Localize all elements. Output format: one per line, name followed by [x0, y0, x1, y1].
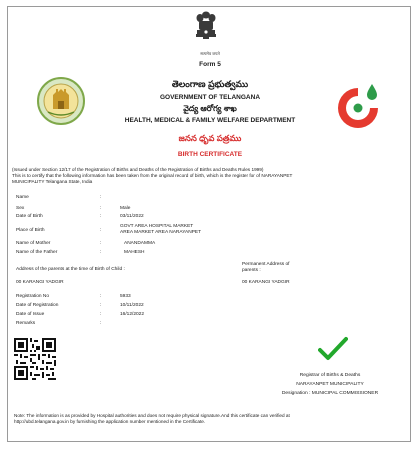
permanent-address-label: Permanent Address of	[242, 262, 290, 267]
department-title: HEALTH, MEDICAL & FAMILY WELFARE DEPARTMENT	[124, 117, 296, 124]
government-title: GOVERNMENT OF TELANGANA	[159, 94, 261, 101]
pob-value-line2: AREA MARKET AREA NARAYANPET	[120, 230, 202, 235]
department-title-telugu: వైద్య ఆరోగ్య శాఖ	[183, 104, 237, 113]
dob-value: 03/11/2022	[120, 214, 144, 219]
qr-code-icon	[14, 338, 56, 380]
name-label: Name	[16, 195, 29, 200]
reg-no-label: Registration No	[16, 294, 50, 299]
colon: :	[100, 294, 102, 299]
sex-value: Male	[120, 206, 131, 211]
issue-date-value: 16/12/2022	[120, 312, 145, 317]
colon: :	[100, 303, 102, 308]
certificate-title-telugu: జనన ధృవ పత్రము	[178, 133, 242, 143]
mother-label: Name of Mother	[16, 241, 51, 246]
father-value: MAHESH	[124, 250, 145, 255]
current-address-value: 00 KARANGI YADGIR	[16, 280, 64, 285]
intro-line: (Issued under Section 12/17 of the Registration of Births and Deaths of the Registration of Births and Deaths Rules 1999)	[12, 167, 264, 172]
registrar-title: Registrar of Births & Deaths	[299, 373, 361, 378]
colon: :	[100, 312, 102, 317]
note-line: Note: The information is as provided by Hospital authorities and does not require physical signature.And this certificate can verified at	[14, 413, 290, 418]
reg-date-label: Date of Registration	[16, 303, 59, 308]
form-number: Form 5	[199, 61, 221, 68]
sex-label: Sex	[16, 206, 25, 211]
colon: :	[100, 250, 102, 255]
state-title-telugu: తెలంగాణ ప్రభుత్వము	[171, 79, 249, 89]
colon: :	[100, 241, 102, 246]
mother-value: ANANDAMMA	[124, 241, 156, 246]
reg-no-value: 5933	[120, 294, 131, 299]
remarks-label: Remarks	[16, 321, 36, 326]
issue-date-label: Date of Issue	[16, 312, 45, 317]
dob-label: Date of Birth	[16, 214, 43, 219]
intro-line: This is to certify that the following information has been taken from the original record of birth, which is the register for of NARAYANPET	[12, 173, 293, 179]
intro-line: MUNICIPALITY Telangana State, India	[12, 179, 93, 185]
colon: :	[100, 195, 102, 200]
father-label: Name of the Father	[16, 250, 58, 255]
certificate-title: BIRTH CERTIFICATE	[177, 151, 243, 158]
registrar-designation: Designation : MUNICIPAL COMMISSIONER	[281, 391, 379, 396]
national-emblem-icon	[191, 10, 221, 44]
certificate-intro	[12, 167, 408, 186]
reg-date-value: 10/11/2022	[120, 303, 144, 308]
emblem-motto: सत्यमेव जयते	[200, 51, 220, 56]
verification-note	[14, 413, 408, 425]
colon: :	[100, 228, 102, 233]
permanent-address-value: 00 KARANGI YADGIR	[242, 280, 290, 285]
colon: :	[100, 214, 102, 219]
registrar-office: NARAYANPET MUNICIPALITY	[296, 382, 364, 387]
colon: :	[100, 206, 102, 211]
current-address-label: Address of the parents at the time of Birth of Child :	[16, 267, 125, 272]
pob-value-line1: GOVT AREA HOSPITAL MARKET	[120, 224, 194, 229]
note-line: http://ubd.telangana.gov.in by furnishing the application number mentioned in the Certificate.	[14, 419, 206, 425]
colon: :	[100, 321, 102, 326]
verified-check-icon	[318, 336, 348, 362]
pob-label: Place of Birth	[16, 228, 45, 233]
permanent-address-label: parents :	[242, 268, 261, 273]
